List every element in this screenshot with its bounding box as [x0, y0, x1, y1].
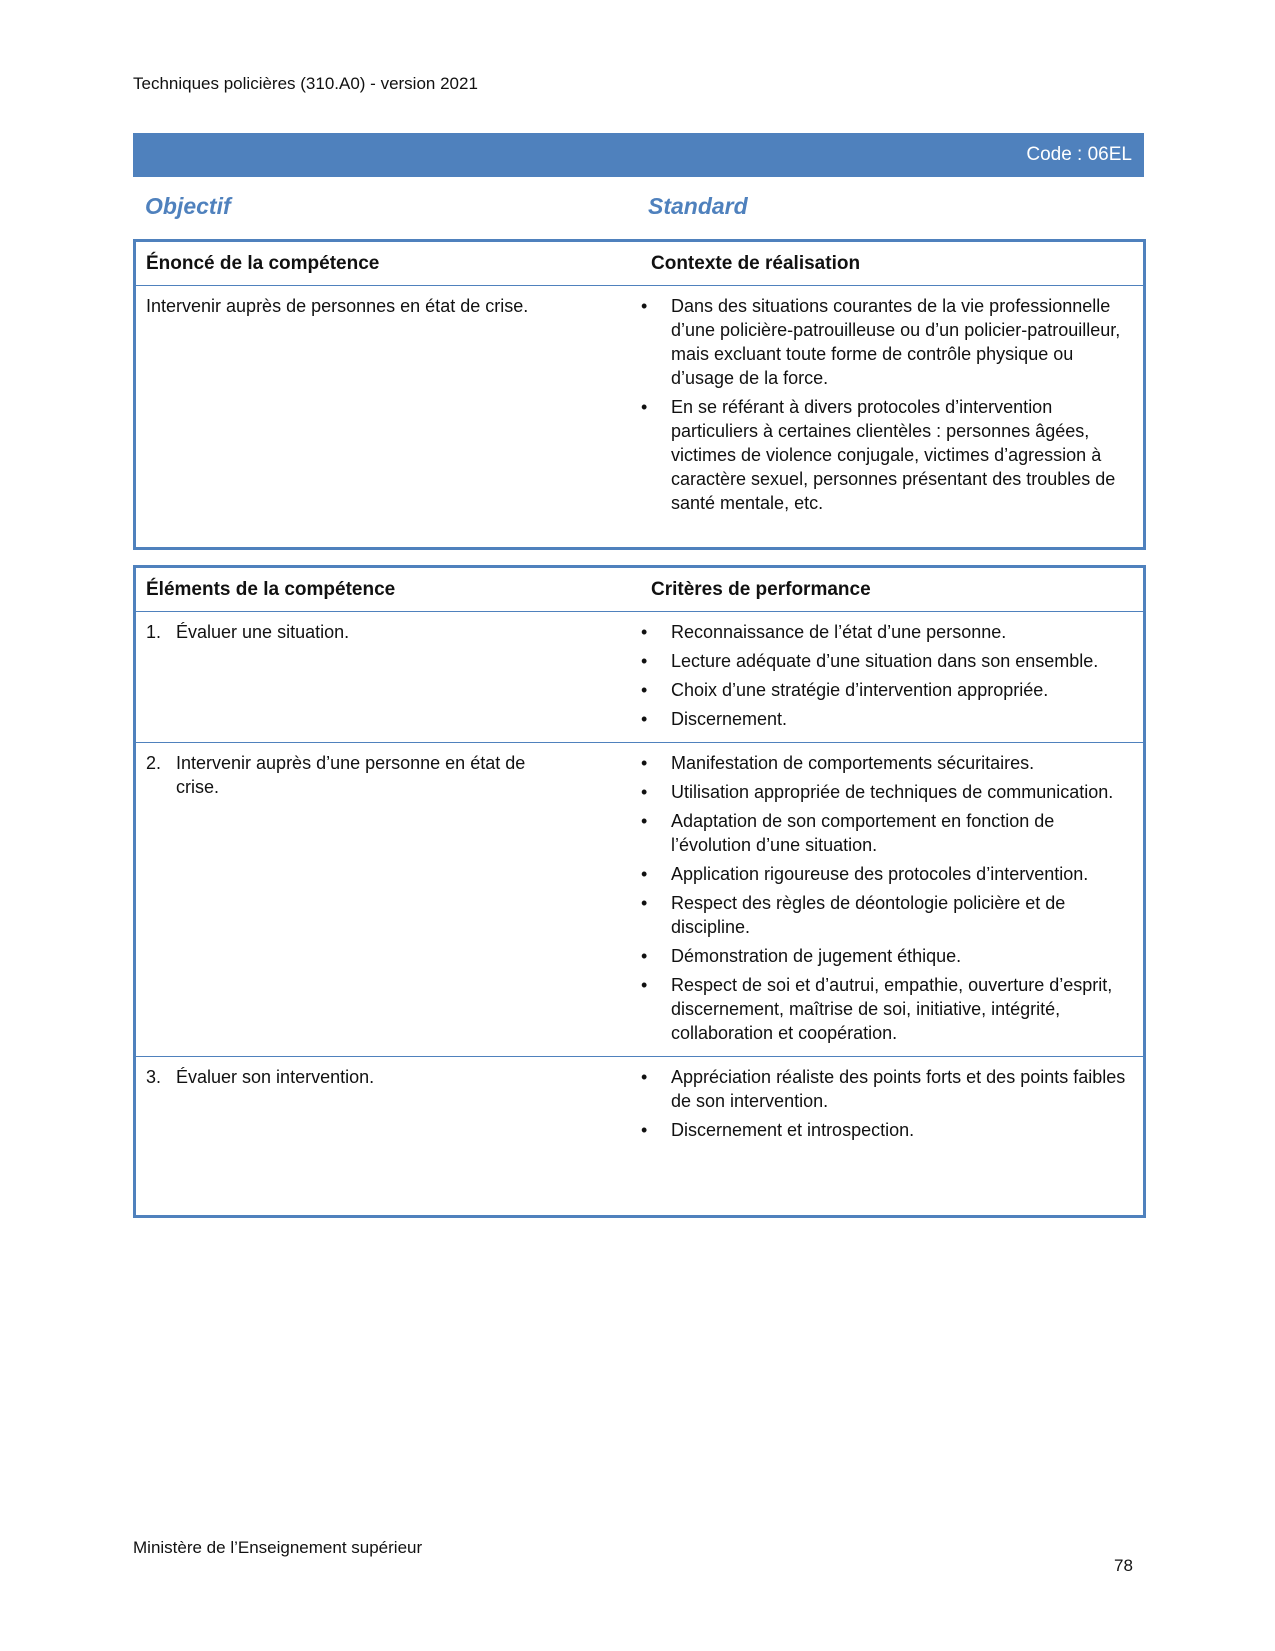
element-text: Évaluer son intervention.: [176, 1067, 375, 1087]
competence-row: [136, 286, 1143, 526]
code-bar: [133, 133, 1144, 177]
element-text: Intervenir auprès d’une personne en état de crise.: [176, 753, 526, 797]
table-row: [136, 612, 1143, 743]
element-number: 1.: [146, 622, 162, 642]
criteria-heading: Critères de performance: [651, 579, 871, 600]
criterion-item: • Reconnaissance de l’état d’une personne.: [641, 620, 1133, 644]
criterion-item: • Discernement.: [641, 707, 1133, 731]
document-header: Techniques policières (310.A0) - version 2021: [133, 74, 478, 93]
standard-title: Standard: [648, 193, 748, 219]
element-text: Évaluer une situation.: [176, 622, 350, 642]
criterion-item: • Manifestation de comportements sécuritaires.: [641, 751, 1133, 775]
element-label: [146, 620, 641, 644]
competence-table: [133, 239, 1146, 550]
criteria-list: [641, 1065, 1133, 1142]
competence-table-header: [136, 242, 1143, 286]
criterion-item: • Respect des règles de déontologie policière et de discipline.: [641, 891, 1133, 939]
competency-code: Code : 06EL: [1026, 144, 1132, 165]
criterion-item: • Utilisation appropriée de techniques de communication.: [641, 780, 1133, 804]
criterion-item: • Démonstration de jugement éthique.: [641, 944, 1133, 968]
criterion-item: • Respect de soi et d’autrui, empathie, ouverture d’esprit, discernement, maîtrise de soi, initiative, intégrité, collaboration et coopération.: [641, 973, 1133, 1045]
criterion-item: • Adaptation de son comportement en fonction de l’évolution d’une situation.: [641, 809, 1133, 857]
table-row: [136, 1057, 1143, 1153]
page-number: 78: [1114, 1556, 1133, 1575]
objective-title: Objectif: [145, 193, 231, 219]
element-label: [146, 751, 641, 799]
elements-table-header: [136, 568, 1143, 612]
criterion-item: • Choix d’une stratégie d’intervention appropriée.: [641, 678, 1133, 702]
element-number: 3.: [146, 1067, 162, 1087]
criterion-item: • Appréciation réaliste des points forts et des points faibles de son intervention.: [641, 1065, 1133, 1113]
competence-statement: Intervenir auprès de personnes en état de crise.: [146, 296, 529, 316]
context-item: • Dans des situations courantes de la vie professionnelle d’une policière-patrouilleuse ou d’un policier-patrouilleur, mais excluant toute forme de contrôle physique ou d’usage de la force.: [641, 294, 1133, 390]
criterion-item: • Lecture adéquate d’une situation dans son ensemble.: [641, 649, 1133, 673]
criterion-item: • Application rigoureuse des protocoles d’intervention.: [641, 862, 1133, 886]
context-list: [641, 294, 1133, 515]
element-number: 2.: [146, 753, 162, 773]
criteria-list: [641, 620, 1133, 731]
criteria-list: [641, 751, 1133, 1045]
elements-table: [133, 565, 1146, 1218]
competence-heading: Énoncé de la compétence: [146, 253, 380, 274]
element-label: [146, 1065, 641, 1089]
criterion-item: • Discernement et introspection.: [641, 1118, 1133, 1142]
context-item: • En se référant à divers protocoles d’intervention particuliers à certaines clientèles : personnes âgées, victimes de violence conjugale, victimes d’agression à caractère sexuel, personnes présentant des troubles de santé mentale, etc.: [641, 395, 1133, 515]
column-titles: [133, 190, 1144, 226]
elements-heading: Éléments de la compétence: [146, 579, 396, 600]
footer-ministry: Ministère de l’Enseignement supérieur: [133, 1538, 423, 1557]
context-heading: Contexte de réalisation: [651, 253, 861, 274]
table-row: [136, 743, 1143, 1057]
